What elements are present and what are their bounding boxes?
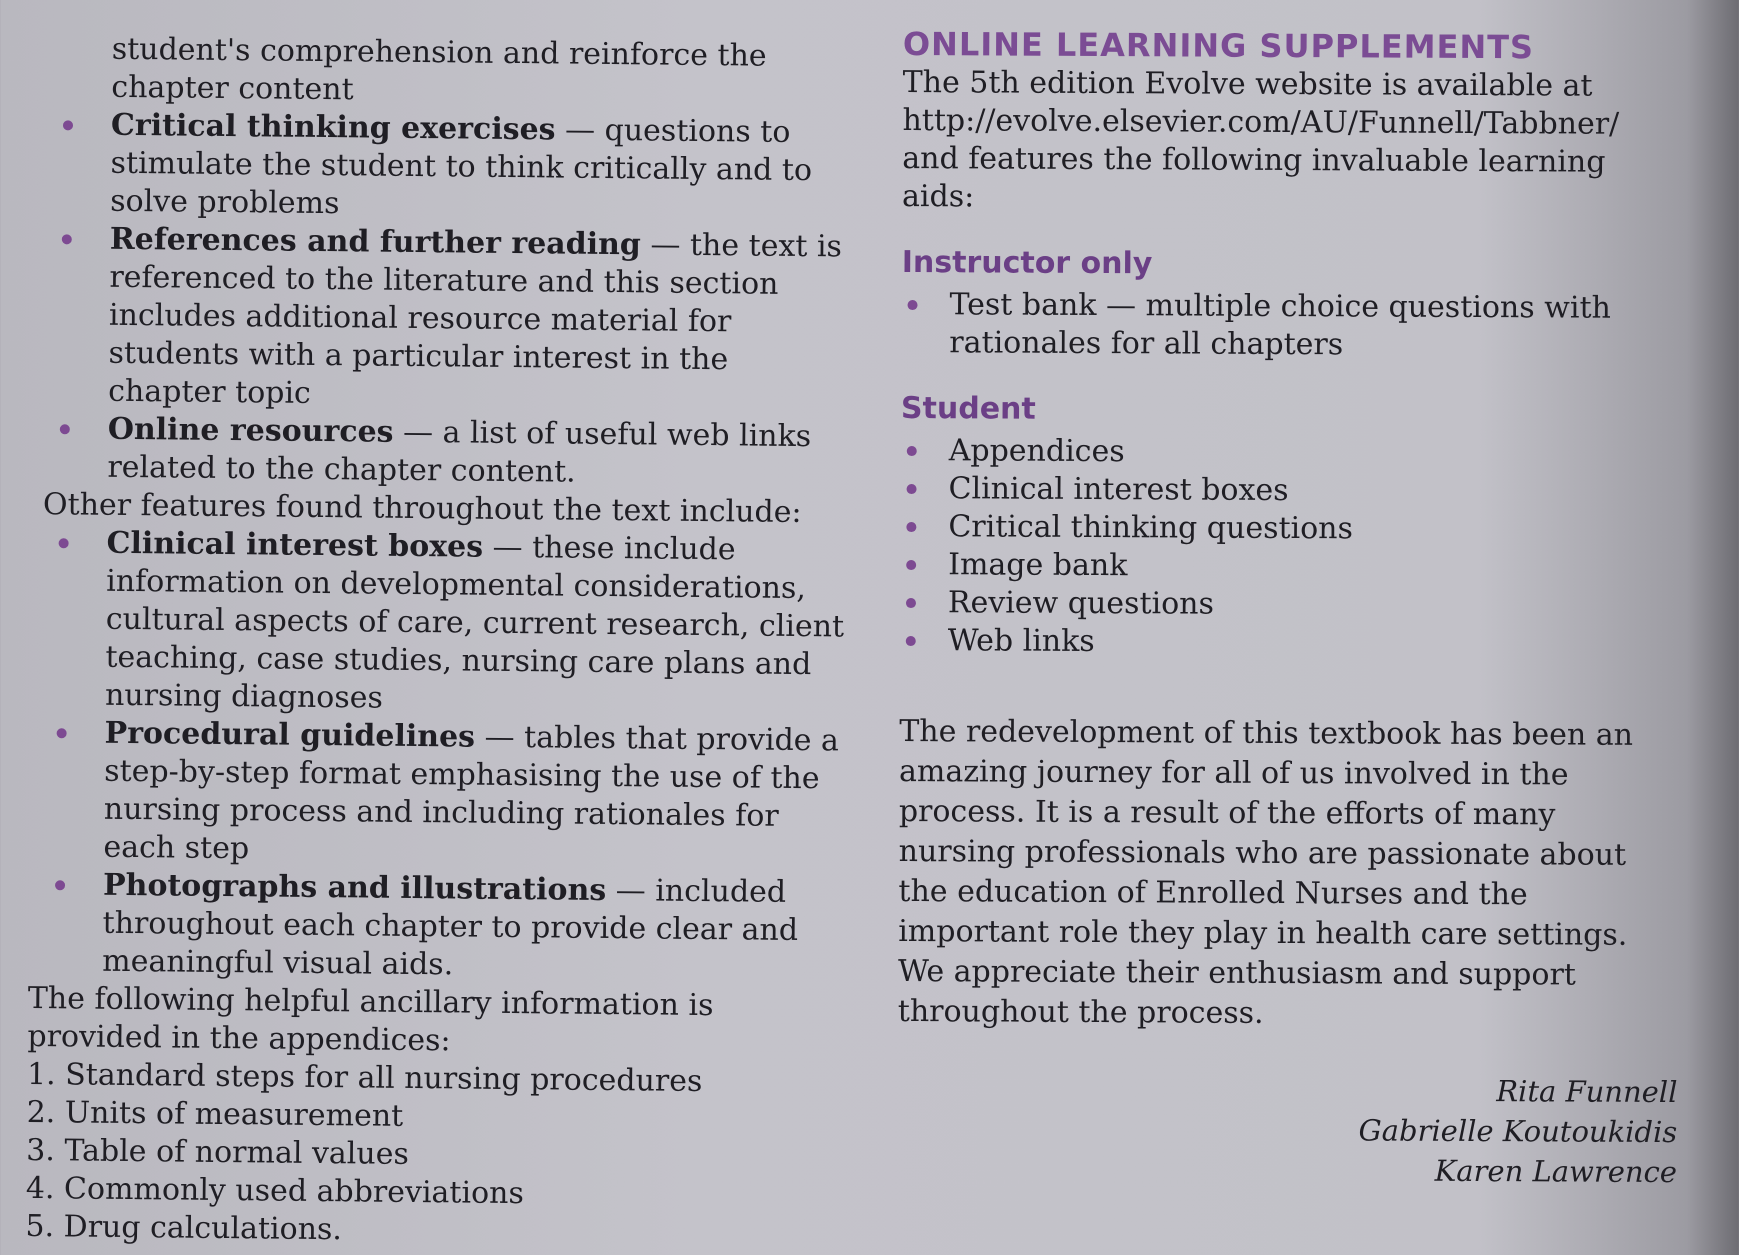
feature-term: References and further reading: [109, 221, 642, 263]
feature-desc: — the text is referenced to the literature and this section includes additional resource material for students with a particular interest in the chapter topic: [108, 227, 843, 411]
bullet-icon: [63, 120, 73, 130]
signature: Karen Lawrence: [1434, 1153, 1678, 1190]
feature-desc: — a list of useful web links related to the chapter content.: [107, 414, 812, 490]
right-column: [897, 24, 1683, 1192]
feature-desc: — questions to stimulate the student to think critically and to solve problems: [110, 112, 813, 222]
signature: Gabrielle Koutoukidis: [1358, 1113, 1678, 1150]
list-item: [900, 622, 1680, 664]
bullet-icon: [906, 598, 916, 608]
list-item-text: Appendices: [948, 433, 1125, 470]
list-item: 5. Drug calculations.: [25, 1208, 343, 1248]
signature: Rita Funnell: [1496, 1074, 1678, 1110]
list-item: [901, 432, 1681, 474]
bullet-icon: [908, 300, 918, 310]
student-list: [900, 432, 1681, 664]
bullet-icon: [906, 636, 916, 646]
instructor-list: [901, 286, 1681, 366]
bullet-icon: [60, 424, 70, 434]
feature-desc: — these include information on developmental considerations, cultural aspects of care, current research, client teaching, case studies, nursing care plans and nursing diagnoses: [104, 529, 845, 716]
feature-term: Online resources: [107, 411, 394, 450]
feature-desc: — tables that provide a step-by-step format emphasising the use of the nursing process and including rationales for each step: [103, 719, 840, 867]
list-item: 2. Units of measurement: [26, 1094, 404, 1134]
list-item: [28, 866, 849, 989]
bullet-icon: [59, 538, 69, 548]
chapter-features-list: [33, 106, 857, 495]
feature-term: Critical thinking exercises: [110, 107, 556, 148]
closing-paragraph: The redevelopment of this textbook has been an amazing journey for all of us involved in the process. It is a result of the efforts of many nursing professionals who are passionate about the education of Enrolled Nurses and the important role they play in health care settings. We appreciate their enthusiasm and support throughout the process.: [897, 713, 1634, 1031]
bullet-icon: [62, 234, 72, 244]
list-item: [34, 220, 856, 419]
list-item: [900, 584, 1680, 626]
bullet-icon: [906, 522, 916, 532]
feature-term: Photographs and illustrations: [102, 867, 607, 908]
list-item: [29, 714, 851, 875]
list-item: [36, 106, 857, 229]
other-features-intro: Other features found throughout the text include:: [42, 487, 802, 531]
list-item: [901, 286, 1681, 366]
list-item: [31, 524, 853, 723]
list-item: 4. Commonly used abbreviations: [25, 1170, 525, 1212]
continuation-text: student's comprehension and reinforce the chapter content: [111, 31, 767, 108]
feature-term: Clinical interest boxes: [106, 525, 484, 565]
ancillary-intro: The following helpful ancillary information is provided in the appendices:: [27, 980, 714, 1059]
bullet-icon: [907, 484, 917, 494]
list-item-text: Web links: [947, 623, 1095, 660]
bullet-icon: [906, 560, 916, 570]
list-item: [900, 546, 1680, 588]
feature-desc: — included throughout each chapter to provide clear and meaningful visual aids.: [102, 872, 799, 983]
list-item: 3. Table of normal values: [26, 1132, 410, 1172]
list-item: [900, 470, 1680, 512]
list-item: [33, 410, 854, 495]
student-heading: Student: [900, 390, 1036, 427]
bullet-icon: [55, 880, 65, 890]
instructor-heading: Instructor only: [901, 244, 1153, 282]
list-item-text: Review questions: [947, 585, 1215, 622]
left-column: [25, 30, 858, 1255]
section-heading: ONLINE LEARNING SUPPLEMENTS: [902, 24, 1535, 67]
list-item-text: Test bank — multiple choice questions with rationales for all chapters: [949, 287, 1611, 363]
list-item: [900, 508, 1680, 550]
list-item-text: Clinical interest boxes: [948, 471, 1289, 509]
list-item-text: Image bank: [948, 547, 1128, 584]
signatures: [897, 1068, 1678, 1192]
list-item-text: Critical thinking questions: [948, 509, 1354, 547]
other-features-list: [28, 524, 853, 989]
list-item: 1. Standard steps for all nursing procedures: [26, 1056, 703, 1100]
evolve-intro: The 5th edition Evolve website is available at http://evolve.elsevier.com/AU/Funnell/Tabbner/ and features the following invaluable learning aids:: [902, 64, 1620, 215]
feature-term: Procedural guidelines: [104, 715, 476, 755]
appendices-list: [25, 1056, 847, 1255]
bullet-icon: [57, 728, 67, 738]
bullet-icon: [907, 446, 917, 456]
